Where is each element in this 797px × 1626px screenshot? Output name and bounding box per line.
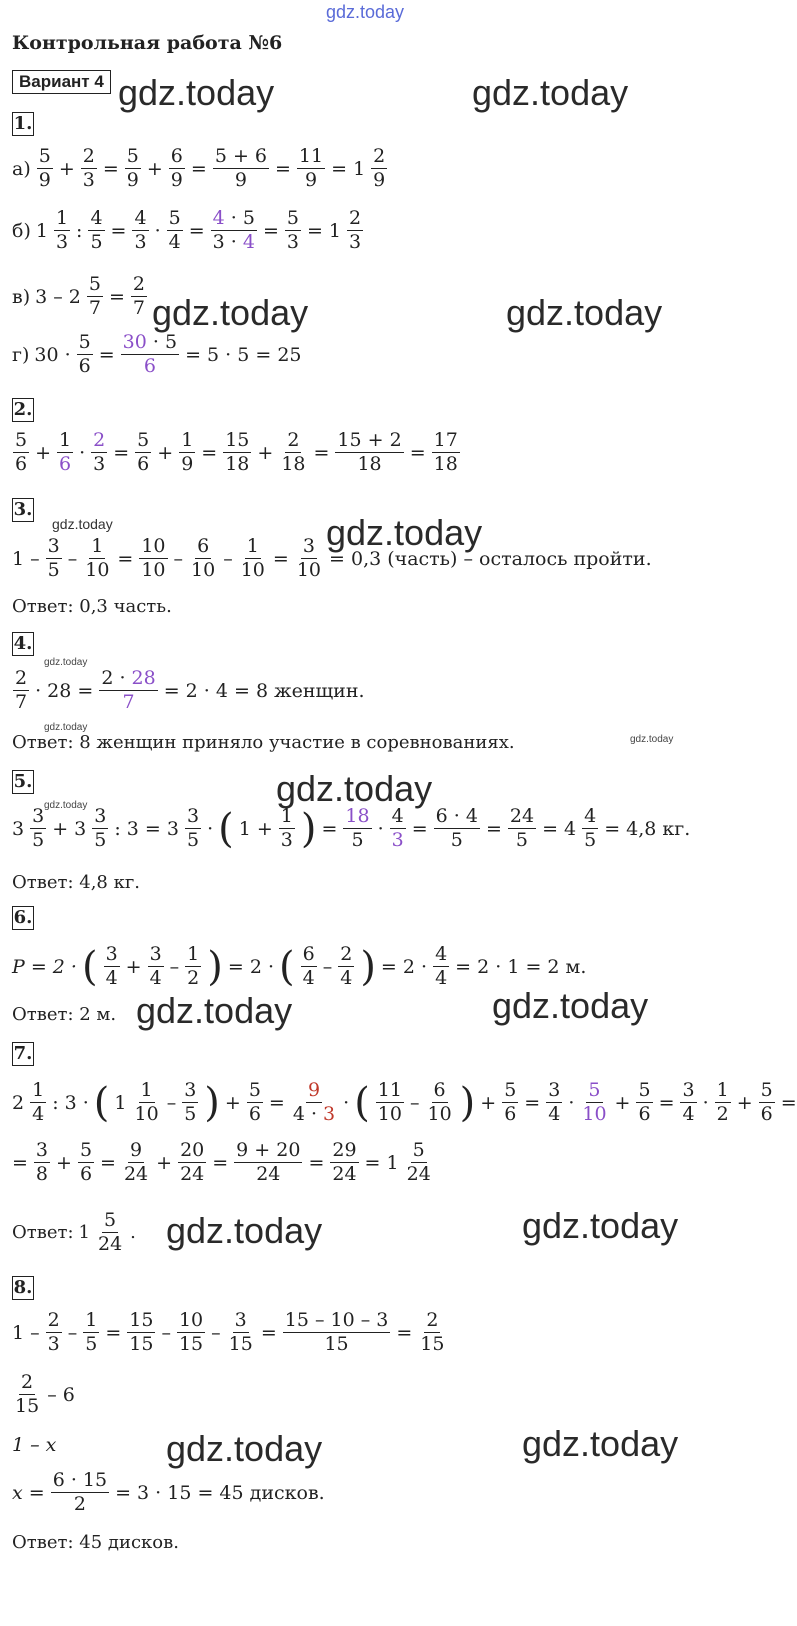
watermark: gdz.today bbox=[44, 800, 88, 811]
answer-8: Ответ: 45 дисков. bbox=[12, 1532, 179, 1553]
equation-lhs: x = bbox=[12, 1481, 45, 1504]
item-label: в) bbox=[12, 285, 31, 308]
problem-number-5: 5. bbox=[13, 771, 33, 792]
watermark: gdz.today bbox=[522, 1423, 679, 1464]
problem-number-7: 7. bbox=[13, 1043, 33, 1064]
equation-tail: = 4,8 кг. bbox=[604, 817, 691, 840]
watermark: gdz.today bbox=[166, 1210, 323, 1251]
watermark: gdz.today bbox=[630, 734, 674, 745]
problem-4-equation: $\frac{2}{7}$ · 28 = $\frac{2 \cdot 28}{7}$ = 2 · 4 = 8 женщин. bbox=[15, 667, 365, 714]
item-label: г) bbox=[12, 343, 30, 366]
problem-1b-equation: б) 1 $\frac{1}{3}$ : $\frac{4}{5}$ = $\frac{4}{3}$ · $\frac{5}{4}$ = $\frac{4 \cdot 5}{3 \cdot 4}$ = $\frac{5}{3}$ = 1 $\frac{2}{3}$ bbox=[12, 207, 362, 254]
watermark: gdz.today bbox=[522, 1205, 679, 1246]
problem-1g-equation: г) 30 · $\frac{5}{6}$ = $\frac{30 \cdot 5}{6}$ = 5 · 5 = 25 bbox=[12, 331, 302, 378]
watermark: gdz.today bbox=[506, 292, 663, 333]
problem-5-equation: 3 $\frac{3}{5}$ + 3 $\frac{3}{5}$ : 3 = 3 $\frac{3}{5}$ · ( 1 + $\frac{1}{3}$ ) = $\frac{18}{5}$ · $\frac{4}{3}$ = $\frac{6 \cdot 4}{5}$ = $\frac{24}{5}$ = 4 $\frac{4}{5}$ = 4,8 кг. bbox=[12, 805, 691, 852]
problem-number-2: 2. bbox=[13, 399, 33, 420]
answer-5: Ответ: 4,8 кг. bbox=[12, 872, 140, 893]
problem-number-4: 4. bbox=[13, 633, 33, 654]
equation-tail: = 0,3 (часть) – осталось пройти. bbox=[329, 547, 652, 570]
problem-8-proportion-line2: 1 – x bbox=[12, 1434, 57, 1456]
watermark: gdz.today bbox=[492, 985, 649, 1026]
answer-6: Ответ: 2 м. bbox=[12, 1004, 117, 1025]
page-title: Контрольная работа №6 bbox=[12, 32, 283, 54]
watermark: gdz.today bbox=[44, 657, 88, 668]
item-label: а) bbox=[12, 157, 31, 180]
watermark: gdz.today bbox=[136, 990, 293, 1031]
problem-7-equation-line2: = $\frac{3}{8}$ + $\frac{5}{6}$ = $\frac{9}{24}$ + $\frac{20}{24}$ = $\frac{9 + 20}{24}$ = $\frac{29}{24}$ = 1 $\frac{5}{24}$ bbox=[12, 1139, 431, 1186]
problem-number-6: 6. bbox=[13, 907, 33, 928]
equation-tail: = 2 · 4 = 8 женщин. bbox=[163, 679, 365, 702]
watermark: gdz.today bbox=[52, 516, 113, 532]
problem-8-equation: 1 – $\frac{2}{3}$ – $\frac{1}{5}$ = $\frac{15}{15}$ – $\frac{10}{15}$ – $\frac{3}{15}$ = $\frac{15 - 10 - 3}{15}$ = $\frac{2}{15}$ bbox=[12, 1309, 445, 1356]
item-label: б) bbox=[12, 219, 31, 242]
equation-tail: = 3 · 15 = 45 дисков. bbox=[115, 1481, 325, 1504]
watermark: gdz.today bbox=[472, 72, 629, 113]
problem-2-equation: $\frac{5}{6}$ + $\frac{1}{6}$ · $\frac{2}{3}$ = $\frac{5}{6}$ + $\frac{1}{9}$ = $\frac{15}{18}$ + $\frac{2}{18}$ = $\frac{15 + 2}{18}$ = $\frac{17}{18}$ bbox=[15, 429, 458, 476]
watermark: gdz.today bbox=[118, 72, 275, 113]
problem-1v-equation: в) 3 – 2 $\frac{5}{7}$ = $\frac{2}{7}$ bbox=[12, 273, 145, 320]
problem-8-solution: x = $\frac{6 \cdot 15}{2}$ = 3 · 15 = 45 дисков. bbox=[12, 1469, 325, 1516]
answer-4: Ответ: 8 женщин приняло участие в соревнованиях. bbox=[12, 732, 515, 753]
equation-lhs: P = 2 · bbox=[12, 955, 77, 978]
problem-number-8: 8. bbox=[13, 1277, 33, 1298]
watermark: gdz.today bbox=[326, 512, 483, 553]
watermark: gdz.today bbox=[166, 1428, 323, 1469]
watermark: gdz.today bbox=[44, 722, 88, 733]
problem-6-equation: P = 2 · ( $\frac{3}{4}$ + $\frac{3}{4}$ – $\frac{1}{2}$ ) = 2 · ( $\frac{6}{4}$ – $\frac{2}{4}$ ) = 2 · $\frac{4}{4}$ = 2 · 1 = 2 м. bbox=[12, 943, 587, 990]
watermark: gdz.today bbox=[152, 292, 309, 333]
answer-label: Ответ: bbox=[12, 1222, 74, 1244]
watermark: gdz.today bbox=[326, 2, 405, 22]
problem-8-proportion-line1: $\frac{2}{15}$ – 6 bbox=[15, 1371, 75, 1418]
equation-tail: = 2 · 1 = 2 м. bbox=[455, 955, 587, 978]
problem-1a-equation: а) $\frac{5}{9}$ + $\frac{2}{3}$ = $\frac{5}{9}$ + $\frac{6}{9}$ = $\frac{5 + 6}{9}$ = $\frac{11}{9}$ = 1 $\frac{2}{9}$ bbox=[12, 145, 386, 192]
answer-7: Ответ: 1 $\frac{5}{24}$ . bbox=[12, 1209, 136, 1256]
problem-3-equation: 1 – $\frac{3}{5}$ – $\frac{1}{10}$ = $\frac{10}{10}$ – $\frac{6}{10}$ – $\frac{1}{10}$ = $\frac{3}{10}$ = 0,3 (часть) – осталось пройти. bbox=[12, 535, 652, 582]
watermark: gdz.today bbox=[276, 768, 433, 809]
problem-7-equation-line1: 2 $\frac{1}{4}$ : 3 · ( 1 $\frac{1}{10}$ – $\frac{3}{5}$ ) + $\frac{5}{6}$ = $\frac{9}{4 \cdot 3}$ · ( $\frac{11}{10}$ – $\frac{6}{10}$ ) + $\frac{5}{6}$ = $\frac{3}{4}$ · $\frac{5}{10}$ + $\frac{5}{6}$ = $\frac{3}{4}$ · $\frac{1}{2}$ + $\frac{5}{6}$ = bbox=[12, 1079, 797, 1126]
answer-3: Ответ: 0,3 часть. bbox=[12, 596, 172, 617]
problem-number-1: 1. bbox=[13, 113, 33, 134]
variant-label: Вариант 4 bbox=[12, 70, 111, 94]
problem-number-3: 3. bbox=[13, 499, 33, 520]
